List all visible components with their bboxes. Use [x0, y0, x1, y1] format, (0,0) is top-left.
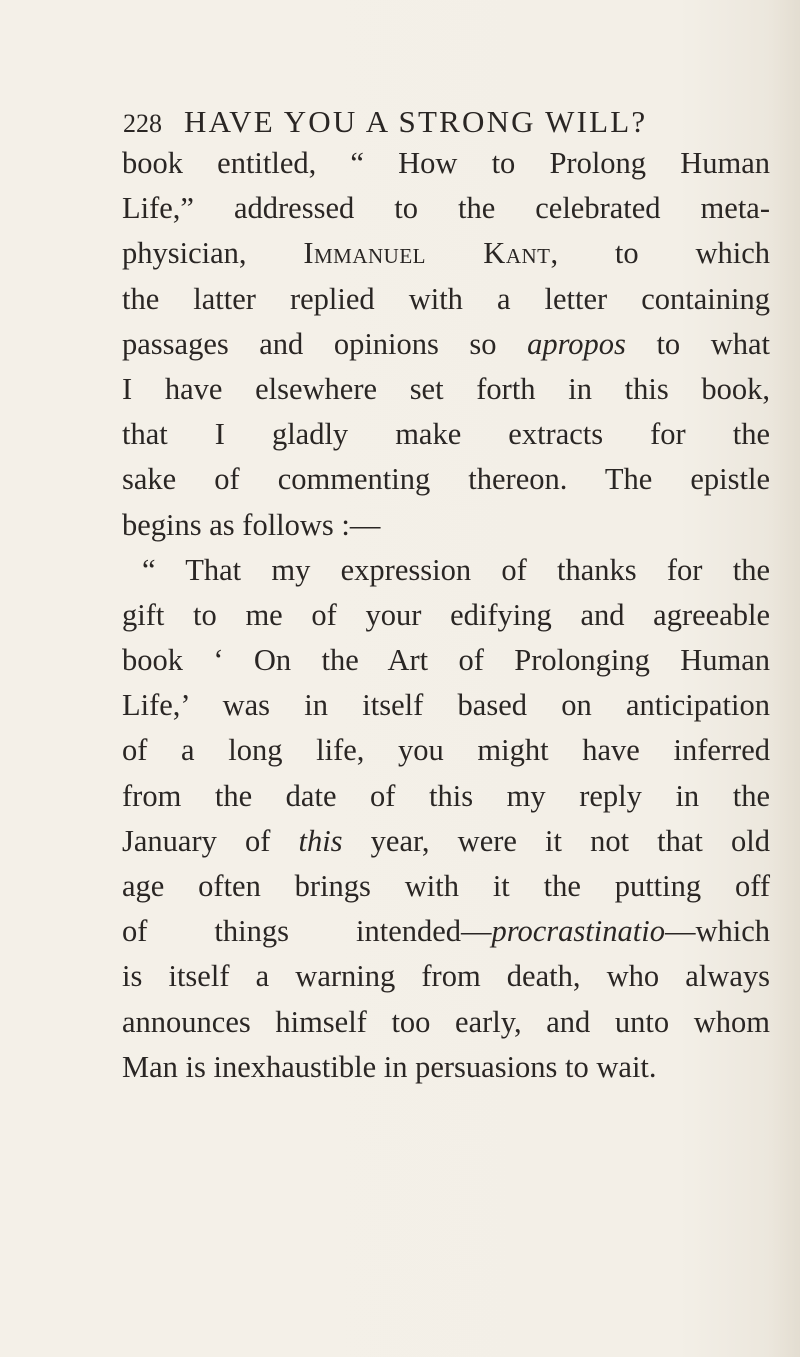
text-segment: year, were it not that old [342, 823, 770, 858]
text-segment: physician, [122, 236, 304, 271]
page-number: 228 [123, 109, 162, 138]
text-line [122, 864, 770, 909]
text-line [122, 141, 770, 186]
text-segment: is itself a warning from death, who always [122, 959, 770, 994]
text-segment: January of [122, 823, 299, 858]
italic-term: apropos [527, 326, 626, 361]
text-segment: book ‘ On the Art of Prolonging Human [122, 643, 770, 678]
text-segment: to what [625, 326, 770, 361]
text-line [122, 954, 770, 999]
text-segment: announces himself too early, and unto whom [122, 1004, 770, 1039]
text-line [122, 457, 770, 502]
text-segment: book entitled, “ How to Prolong Human [122, 146, 770, 180]
text-segment: Man is inexhaustible in persuasions to wait. [122, 1049, 657, 1084]
text-line [122, 412, 770, 457]
text-line [122, 774, 770, 819]
text-line [122, 367, 770, 412]
italic-term: this [298, 823, 343, 858]
running-title: HAVE YOU A STRONG WILL? [184, 104, 648, 139]
text-segment: sake of commenting thereon. The epistle [122, 462, 770, 497]
running-head [123, 102, 723, 142]
text-line [122, 503, 770, 548]
text-line [122, 1045, 770, 1090]
text-segment: of things intended— [122, 914, 492, 949]
text-line [122, 322, 770, 367]
text-segment: “ That my expression of thanks for the [142, 552, 770, 587]
text-line [122, 638, 770, 683]
text-line [122, 593, 770, 638]
text-line [122, 1000, 770, 1045]
text-segment: the latter replied with a letter containing [122, 281, 770, 316]
text-segment: —which [664, 914, 770, 949]
text-segment: , to which [550, 236, 770, 271]
body-text [122, 141, 770, 1090]
text-line [122, 186, 770, 231]
text-line [122, 277, 770, 322]
text-line [122, 683, 770, 728]
italic-term: procrastinatio [491, 914, 665, 949]
text-line [122, 819, 770, 864]
text-segment: of a long life, you might have inferred [122, 733, 770, 768]
text-segment: Life,” addressed to the celebrated meta- [122, 191, 770, 226]
text-segment: I have elsewhere set forth in this book, [122, 371, 770, 406]
text-segment: from the date of this my reply in the [122, 778, 770, 813]
text-segment: passages and opinions so [122, 326, 528, 361]
text-segment: begins as follows :— [122, 507, 381, 542]
text-line [122, 728, 770, 773]
text-segment: Life,’ was in itself based on anticipation [122, 688, 770, 723]
author-name: Immanuel Kant [303, 236, 551, 271]
text-segment: age often brings with it the putting off [122, 869, 770, 903]
text-line [122, 548, 770, 593]
text-segment: gift to me of your edifying and agreeable [122, 597, 770, 632]
text-line [122, 231, 770, 276]
text-line [122, 909, 770, 954]
text-segment: that I gladly make extracts for the [122, 417, 770, 452]
